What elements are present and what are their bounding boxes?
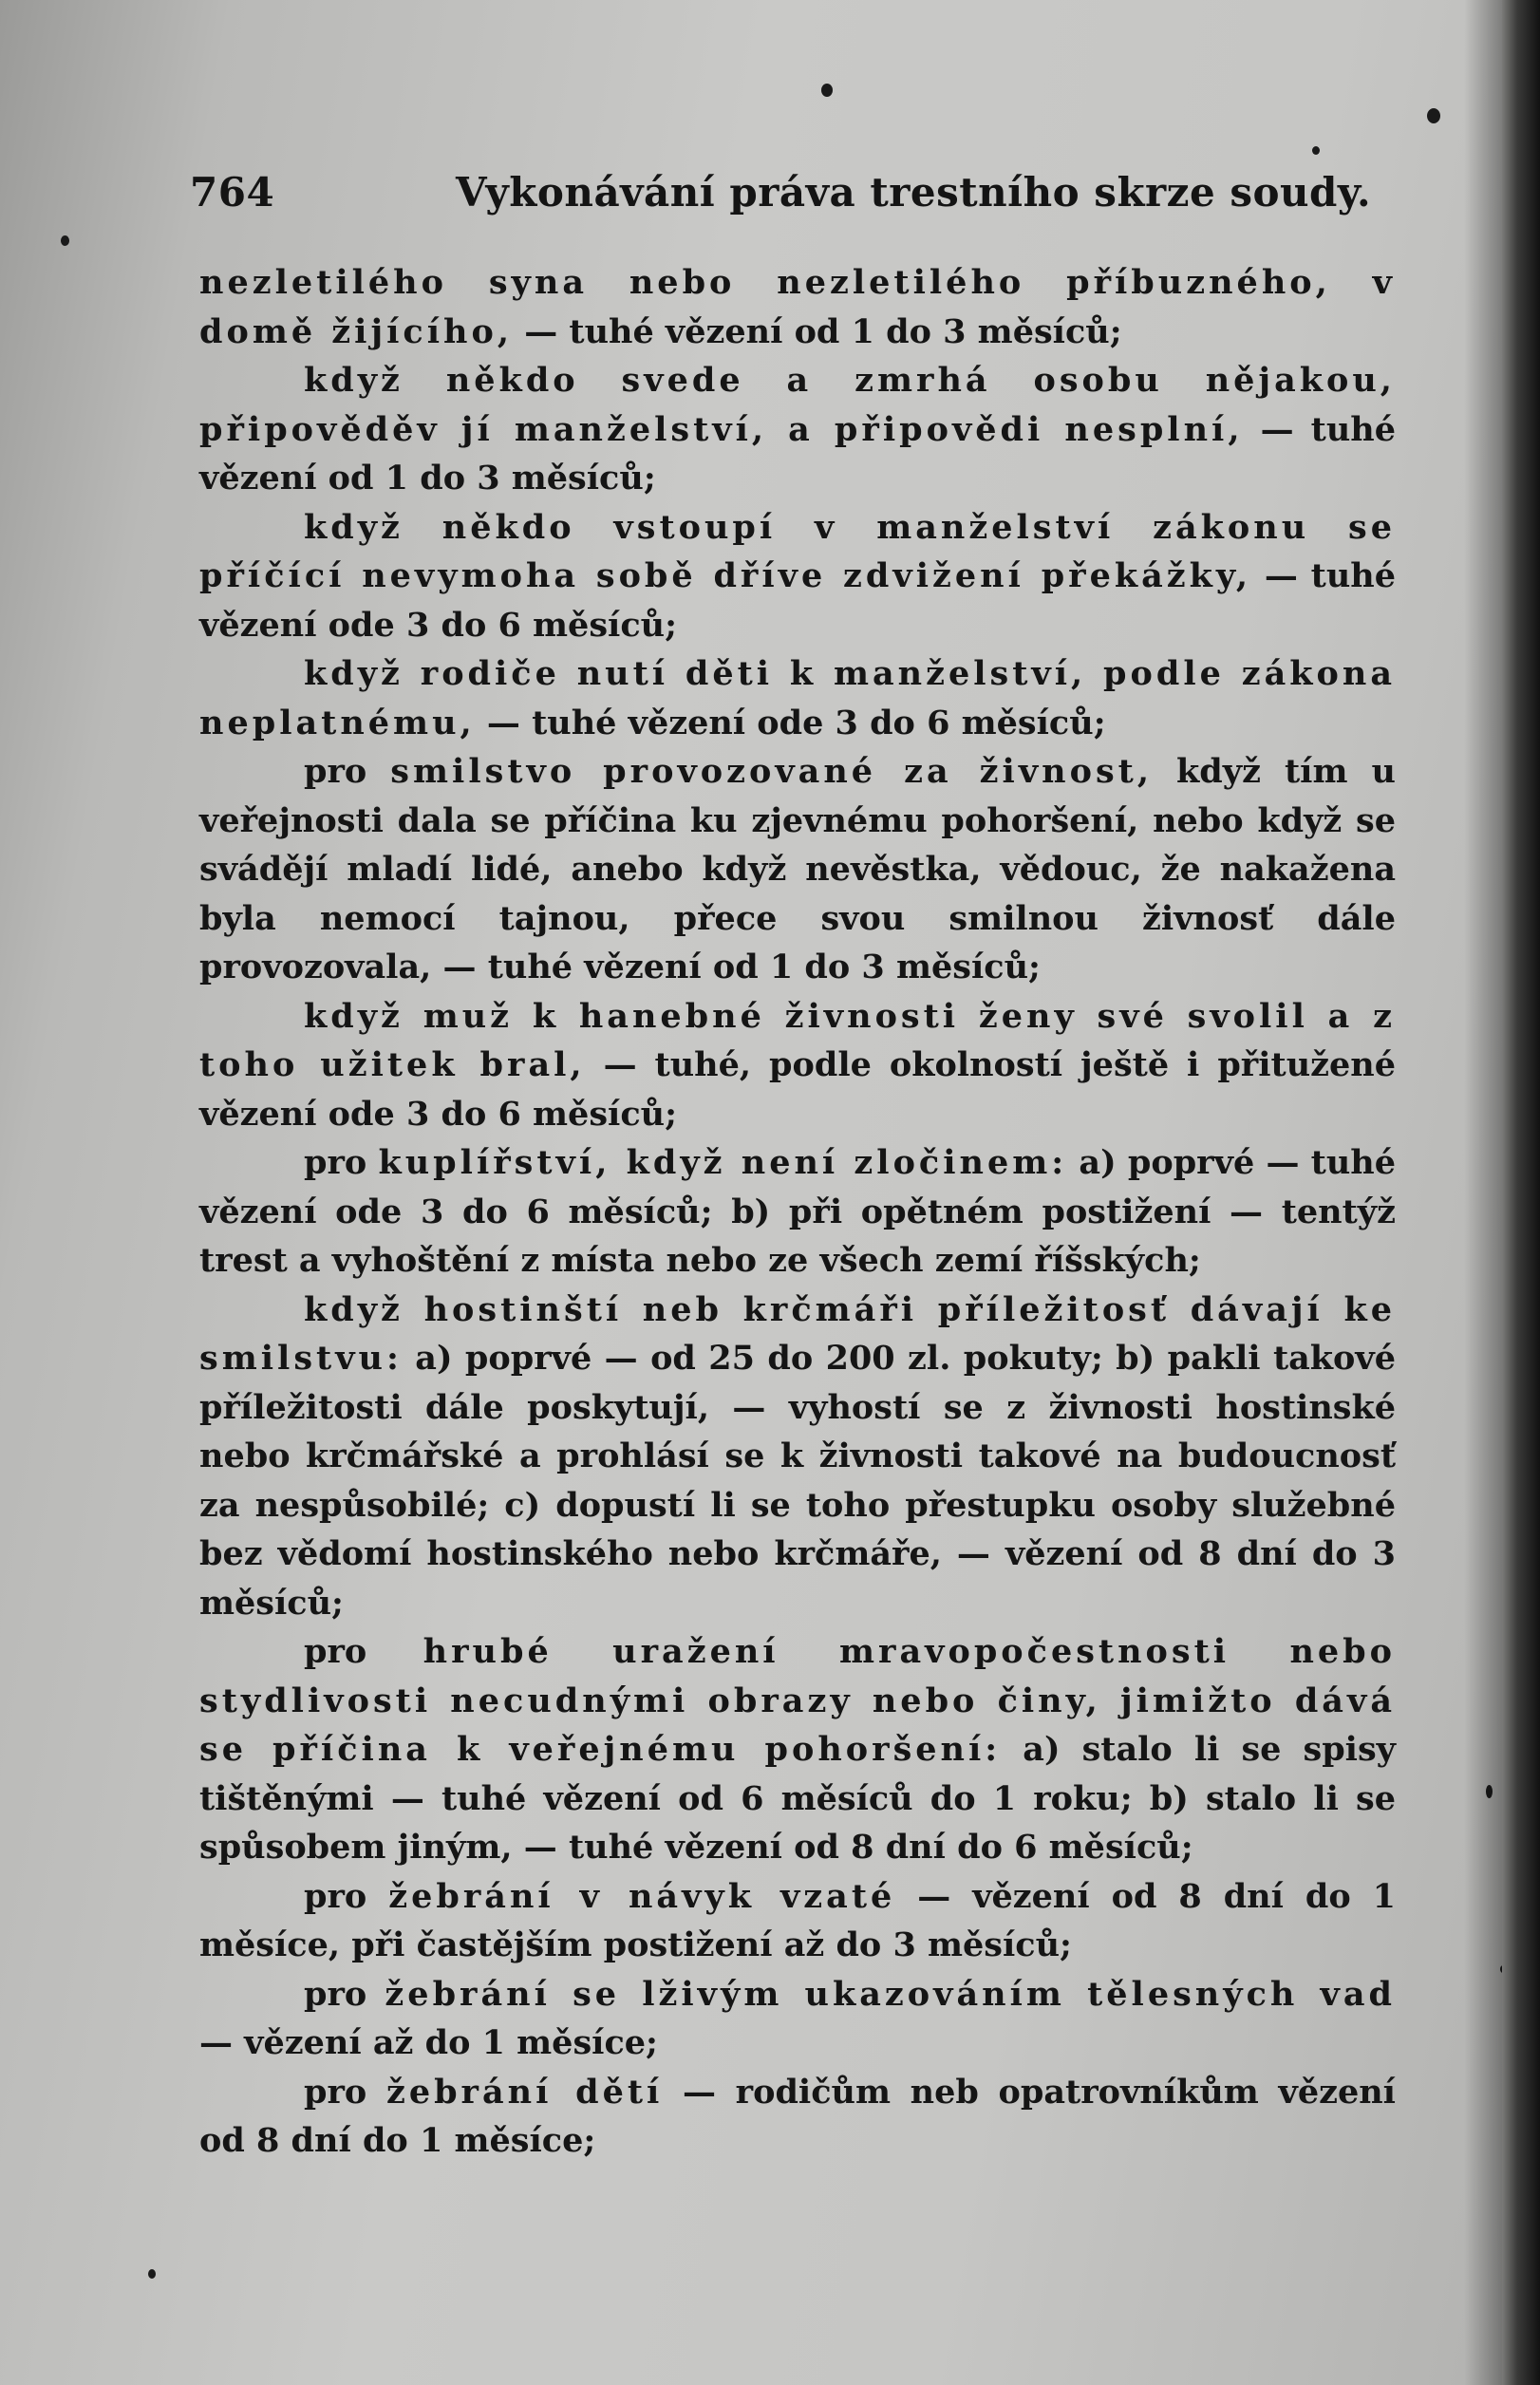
paper-speck [148,2269,156,2279]
paragraph [199,649,1396,747]
paragraph-text: když tím u veřejnosti dala se příčina ku zjevnému pohoršení, nebo když se svádějí mladí lidé, anebo když nevěstka, vědouc, že nakažena byla nemocí tajnou, přece svou smilnou živnosť dále provozovala, — tuhé vězení od 1 do 3 měsíců; [199,752,1396,986]
paper-speck [821,84,833,97]
spaced-emphasis: když někdo svede a zmrhá osobu nějakou, připověděv jí manželství, a připovědi nesplní, [199,361,1396,449]
paragraph-text: — tuhé vězení od 1 do 3 měsíců; [199,409,1397,498]
paragraph-text: — tuhé vězení od 1 do 3 měsíců; [513,311,1122,351]
paragraph-lead: pro [304,1974,385,2014]
spaced-emphasis: nezletilého syna nebo nezletilého příbuzného, v domě žijícího, [199,263,1396,351]
book-fore-edge [1502,0,1540,2385]
paragraph [199,258,1396,356]
paragraph-text: — tuhé vězení ode 3 do 6 měsíců; [475,703,1106,742]
paragraph [199,1872,1396,1970]
paragraph [199,356,1396,503]
page-body [199,258,1396,2166]
paper-speck [61,235,69,246]
paragraph-text: — rodičům neb opatrovníkům vězení od 8 dní do 1 měsíce; [199,2072,1396,2160]
paper-speck [1427,108,1440,123]
paragraph [199,1138,1396,1286]
spaced-emphasis: když muž k hanebné živnosti ženy své svolil a z toho užitek bral, [199,996,1396,1084]
paragraph-lead: pro [304,752,391,791]
paragraph-lead: pro [304,1876,389,1916]
page-number: 764 [190,169,275,216]
spaced-emphasis: žebrání se lživým ukazováním tělesných vad [385,1974,1396,2014]
spaced-emphasis: hrubé uražení mravopočestnosti nebo stydlivosti necudnými obrazy nebo činy, jimižto dává se příčina k veřejnému pohoršení: [199,1632,1396,1769]
paragraph-text: a) poprvé — od 25 do 200 zl. pokuty; b) pakli takové příležitosti dále poskytují, — vyhostí se z živnosti hostinské nebo krčmářské a prohlásí se k živnosti takové na budoucnosť za nespůsobilé; c) dopustí li se toho přestupku osoby služebné bez vědomí hostinského nebo krčmáře, — vězení od 8 dní do 3 měsíců; [199,1339,1396,1623]
paragraph [199,747,1396,992]
paragraph-lead: pro [304,1143,379,1182]
paragraph [199,1970,1396,2068]
paragraph [199,1286,1396,1628]
paragraph-text: — tuhé, podle okolností ještě i přitužené vězení ode 3 do 6 měsíců; [199,1045,1396,1134]
paragraph-lead: pro [304,2072,386,2112]
paragraph-text: — vězení od 8 dní do 1 měsíce, při častějším postižení až do 3 měsíců; [199,1876,1397,1964]
paper-speck [1486,1785,1493,1798]
paragraph-text: — vězení až do 1 měsíce; [199,2023,658,2062]
paragraph-text: — tuhé vězení ode 3 do 6 měsíců; [199,556,1397,645]
spaced-emphasis: žebrání v návyk vzaté [388,1876,896,1916]
spaced-emphasis: když někdo vstoupí v manželství zákonu se příčící nevymoha sobě dříve zdvižení překážky, [199,507,1396,595]
paragraph-text: a) poprvé — tuhé vězení ode 3 do 6 měsíců; b) při opětném postižení — tentýž trest a vyhoštění z místa nebo ze všech zemí říšských; [199,1143,1396,1280]
spaced-emphasis: žebrání dětí [385,2072,664,2112]
spaced-emphasis: kuplířství, když není zločinem: [378,1143,1068,1182]
paragraph [199,2068,1396,2166]
spaced-emphasis: když rodiče nutí děti k manželství, podle zákona neplatnému, [199,654,1396,742]
paragraph [199,992,1396,1139]
page-header [190,169,1424,226]
paragraph [199,503,1396,650]
paragraph-lead: pro [304,1632,423,1671]
spaced-emphasis: když hostinští neb krčmáři příležitosť dávají ke smilstvu: [199,1289,1396,1378]
paper-speck [1312,146,1320,155]
paragraph-text: a) stalo li se spisy tištěnými — tuhé vězení od 6 měsíců do 1 roku; b) stalo li se spůsobem jiným, — tuhé vězení od 8 dní do 6 měsíců; [199,1730,1396,1867]
running-title: Vykonávání práva trestního skrze soudy. [456,169,1372,216]
paragraph [199,1627,1396,1872]
spaced-emphasis: smilstvo provozované za živnost, [390,752,1154,791]
